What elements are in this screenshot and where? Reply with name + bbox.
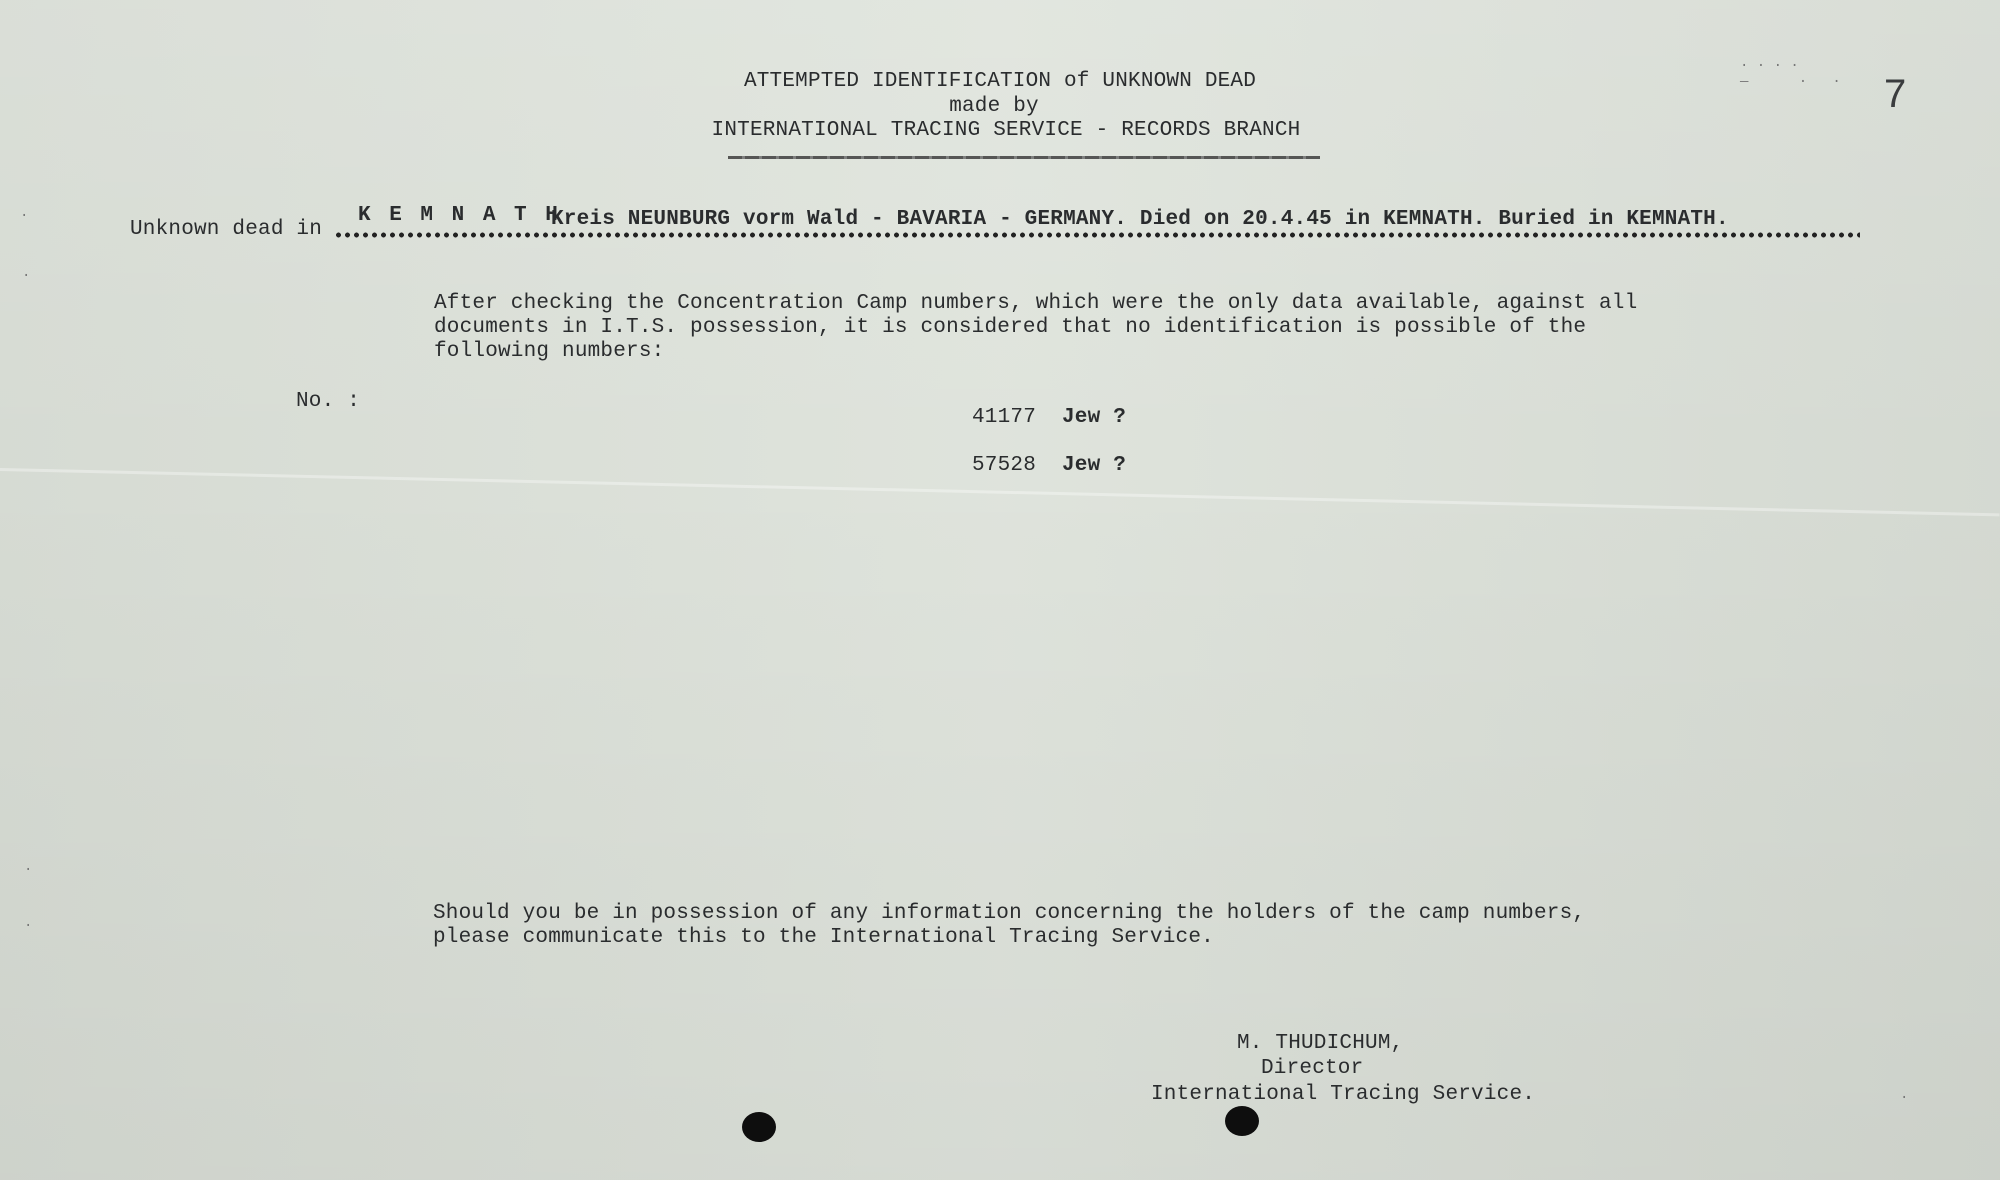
edge-mark: · [20,208,29,224]
camp-number-note: Jew ? [1062,406,1127,429]
camp-number: 41177 [972,406,1037,429]
camp-number-note: Jew ? [1062,454,1127,477]
dotted-fill-line [334,232,1860,238]
edge-mark: · [24,918,33,934]
body-paragraph-line-1: After checking the Concentration Camp numbers, which were the only data available, against all [434,292,1638,315]
signatory-title: Director [1261,1057,1364,1080]
faint-marks: · · · · — · · [1740,58,1841,90]
edge-mark: · [22,268,31,284]
header-underline [728,156,1320,159]
document-title: ATTEMPTED IDENTIFICATION of UNKNOWN DEAD [743,70,1257,93]
place-name: K E M N A T H [358,204,561,227]
edge-mark: · [1900,1090,1909,1106]
unknown-dead-label: Unknown dead in [130,218,323,241]
closing-paragraph-line-2: please communicate this to the International Tracing Service. [433,926,1214,949]
numbers-label: No. : [296,390,361,413]
page-number: 7 [1884,72,1907,116]
edge-mark: · [24,862,33,878]
punch-hole [742,1112,776,1142]
organization-header: INTERNATIONAL TRACING SERVICE - RECORDS BRANCH [711,119,1301,142]
closing-paragraph-line-1: Should you be in possession of any information concerning the holders of the camp numbers, [433,902,1586,925]
camp-number: 57528 [972,454,1037,477]
signatory-organization: International Tracing Service. [1151,1083,1536,1106]
body-paragraph-line-3: following numbers: [434,340,665,363]
death-details: Kreis NEUNBURG vorm Wald - BAVARIA - GERMANY. Died on 20.4.45 in KEMNATH. Buried in KEMNATH. [551,208,1729,231]
made-by-line: made by [949,95,1039,118]
punch-hole [1225,1106,1259,1136]
signatory-name: M. THUDICHUM, [1237,1032,1404,1055]
body-paragraph-line-2: documents in I.T.S. possession, it is considered that no identification is possible of the [434,316,1587,339]
